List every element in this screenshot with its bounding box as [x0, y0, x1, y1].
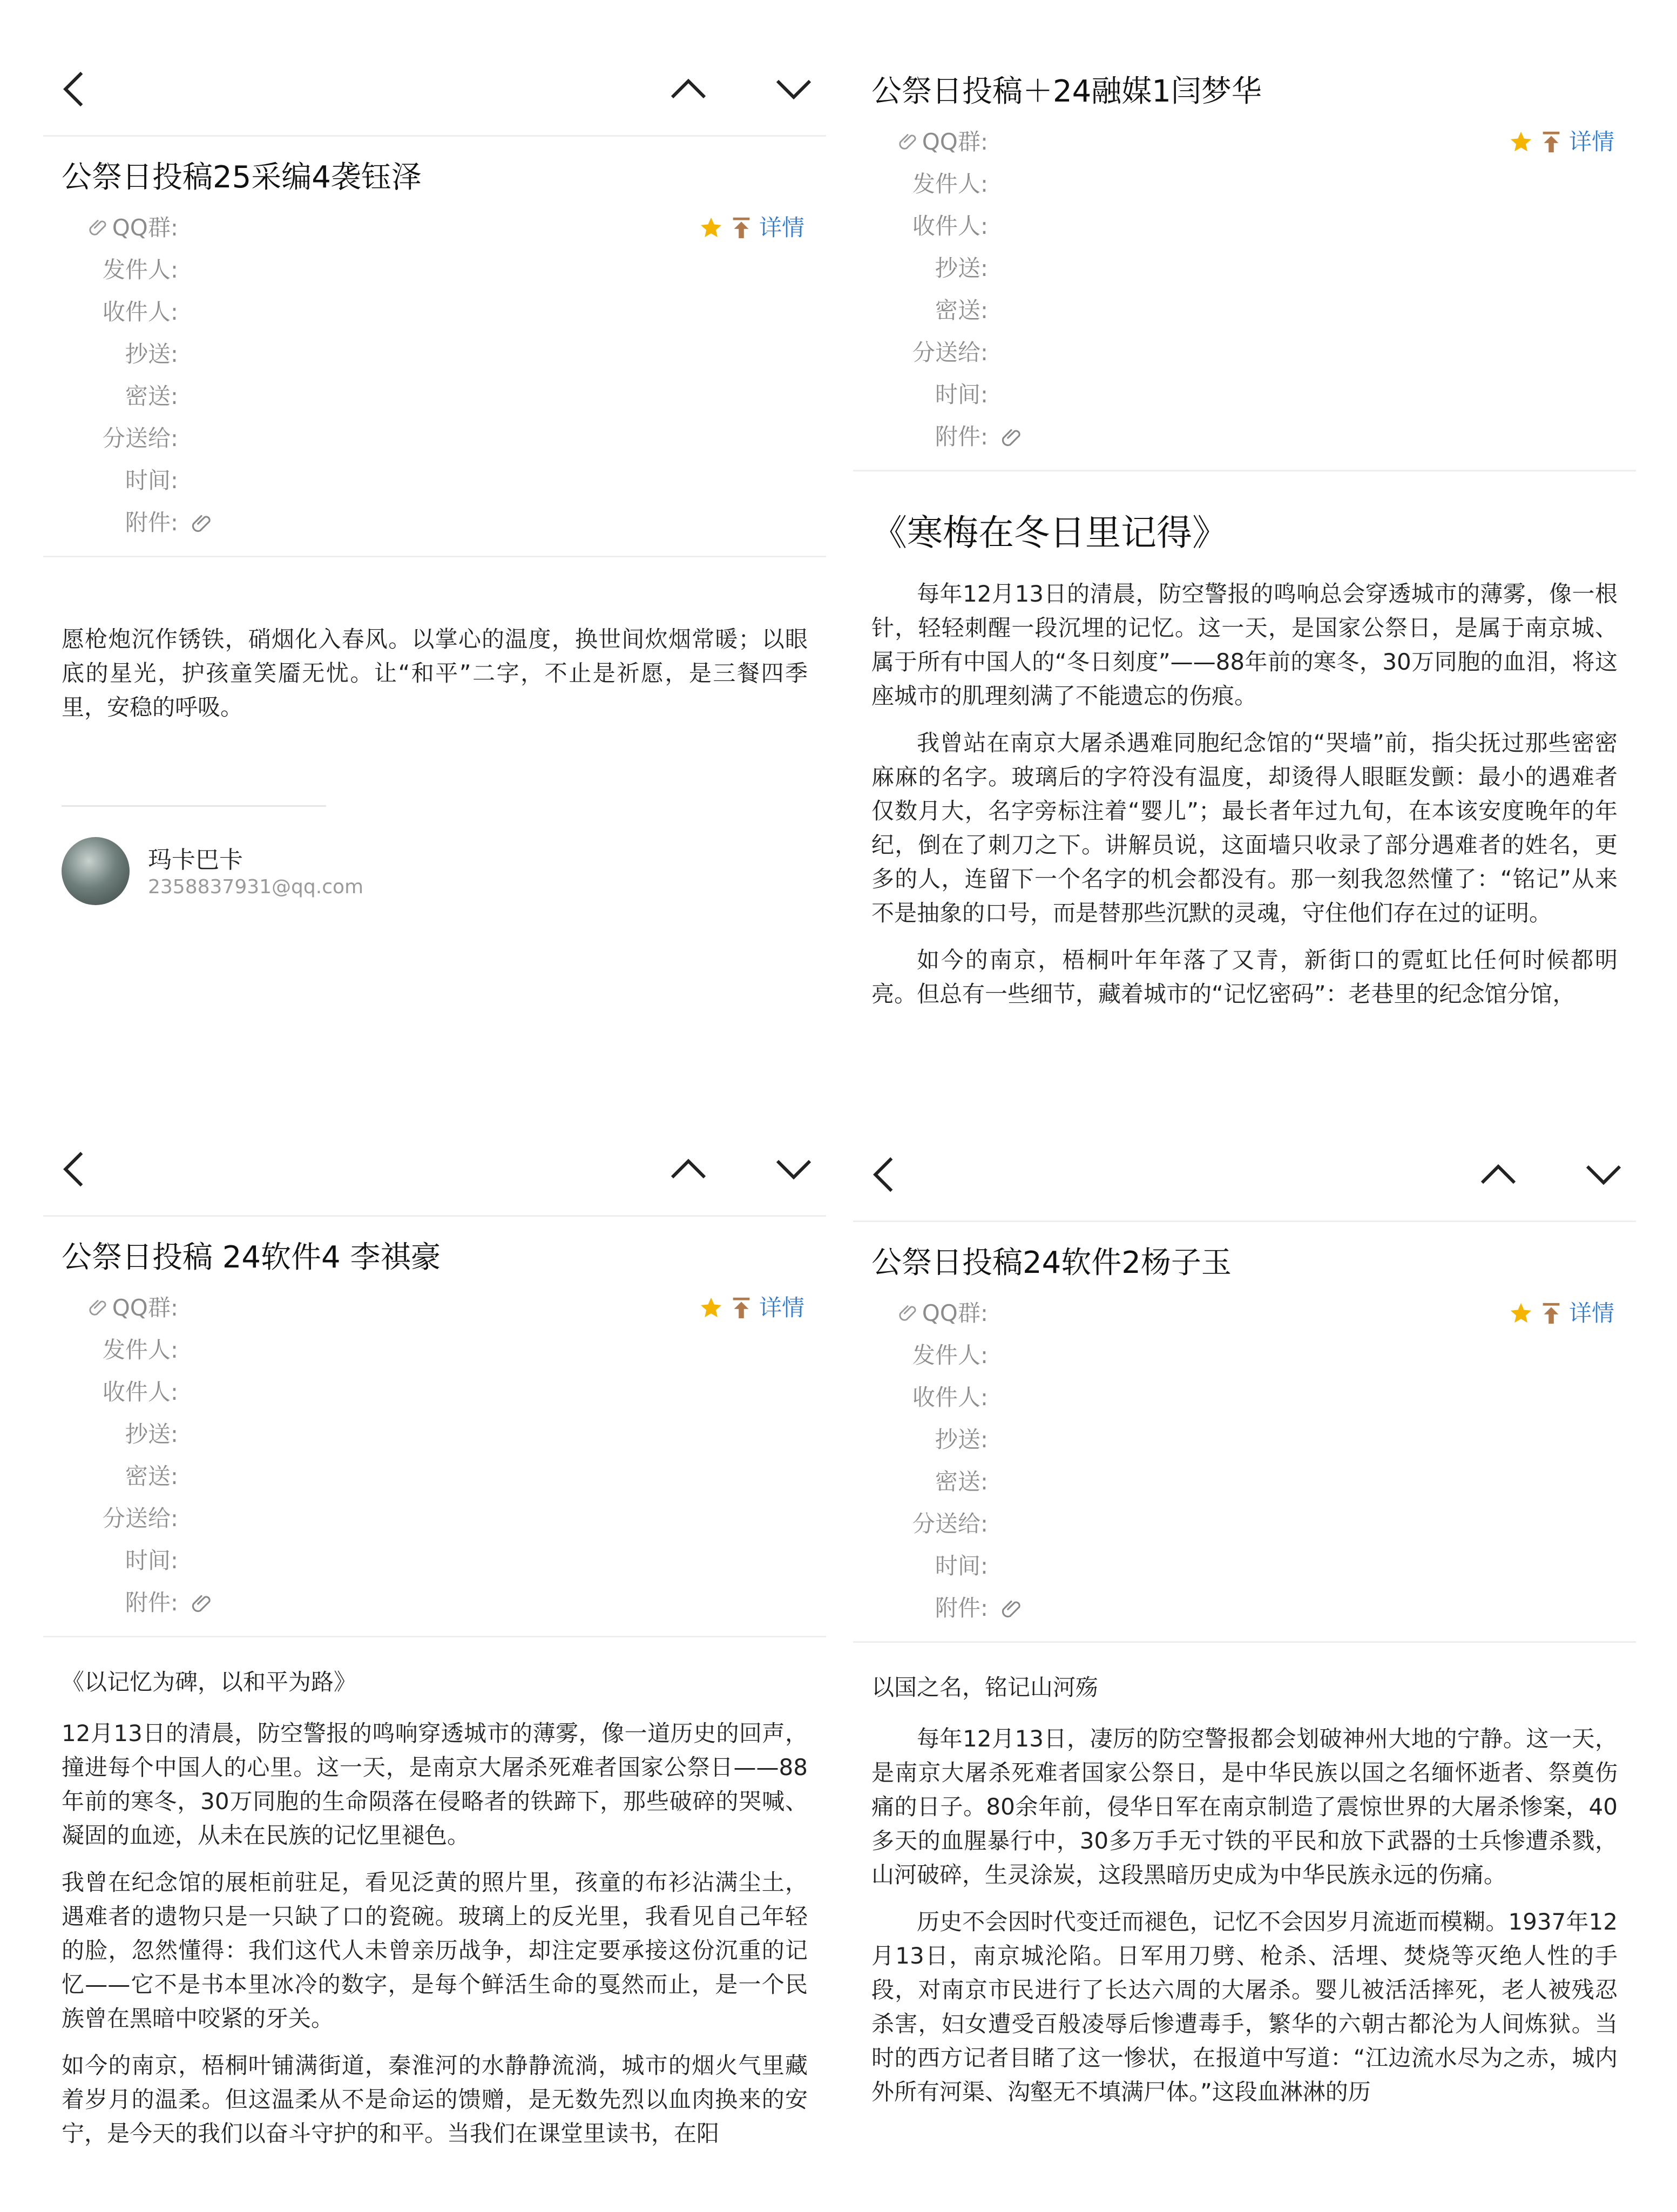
attachment-label: 附件: — [125, 1589, 178, 1616]
sender-label: 发件人: — [912, 1342, 988, 1368]
email-meta — [853, 1292, 1636, 1643]
back-arrow-icon[interactable] — [861, 1150, 910, 1199]
email-subject: 公祭日投稿25采编4袭钰泽 — [62, 160, 422, 195]
signature-email[interactable]: 2358837931@qq.com — [148, 876, 364, 898]
signature — [62, 837, 826, 907]
forward-label: 分送给: — [102, 1505, 178, 1532]
time-label: 时间: — [935, 381, 988, 408]
qq-label: QQ群: — [112, 1294, 178, 1321]
chevron-up-icon[interactable] — [664, 1145, 713, 1193]
essay-title: 以国之名，铭记山河殇 — [871, 1674, 1099, 1701]
avatar — [62, 837, 130, 905]
recipient-label: 收件人: — [102, 299, 178, 325]
attachment-clip-icon[interactable] — [189, 510, 216, 537]
cc-label: 抄送: — [125, 341, 178, 367]
cc-label: 抄送: — [125, 1421, 178, 1447]
attachment-clip-icon[interactable] — [999, 424, 1026, 451]
bcc-label: 密送: — [125, 1463, 178, 1489]
meta-actions — [699, 207, 804, 249]
qq-label: QQ群: — [112, 214, 178, 241]
attachment-label: 附件: — [935, 1595, 988, 1621]
recipient-label: 收件人: — [912, 213, 988, 239]
body-paragraph: 我曾在纪念馆的展柜前驻足，看见泛黄的照片里，孩童的布衫沾满尘土，遇难者的遗物只是一只缺了口的瓷碗。玻璃上的反光里，我看见自己年轻的脸，忽然懂得：我们这代人未曾亲历战争，却注定要承接这份沉重的记忆——它不是书本里冰冷的数字，是每个鲜活生命的戛然而止，是一个民族曾在黑暗中咬紧的牙关。 — [62, 1869, 808, 2032]
email-body — [62, 1716, 808, 2150]
chevron-down-icon[interactable] — [769, 65, 818, 113]
email-panel-bottom-left — [43, 1123, 826, 2171]
essay-title: 《寒梅在冬日里记得》 — [871, 512, 1228, 554]
meta-actions — [699, 1287, 804, 1329]
attachment-label: 附件: — [125, 509, 178, 536]
sender-label: 发件人: — [102, 257, 178, 283]
paperclip-icon — [86, 215, 111, 240]
body-paragraph: 12月13日的清晨，防空警报的鸣响穿透城市的薄雾，像一道历史的回声，撞进每个中国人的心里。这一天，是南京大屠杀死难者国家公祭日——88年前的寒冬，30万同胞的生命陨落在侵略者的铁蹄下，那些破碎的哭喊、凝固的血迹，从未在民族的记忆里褪色。 — [62, 1720, 808, 1849]
sender-label: 发件人: — [912, 171, 988, 197]
star-icon[interactable] — [699, 1296, 723, 1320]
email-panel-bottom-right — [853, 1129, 1636, 2171]
pin-top-icon[interactable] — [729, 1296, 754, 1320]
email-meta — [43, 207, 826, 557]
body-paragraph: 我曾站在南京大屠杀遇难同胞纪念馆的“哭墙”前，指尖抚过那些密密麻麻的名字。玻璃后的字符没有温度，却烫得人眼眶发颤：最小的遇难者仅数月大，名字旁标注着“婴儿”；最长者年过九旬，在本该安度晚年的年纪，倒在了刺刀之下。讲解员说，这面墙只收录了部分遇难者的姓名，更多的人，连留下一个名字的机会都没有。那一刻我忽然懂了：“铭记”从来不是抽象的口号，而是替那些沉默的灵魂，守住他们存在过的证明。 — [871, 730, 1618, 926]
body-paragraph: 如今的南京，梧桐叶年年落了又青，新街口的霓虹比任何时候都明亮。但总有一些细节，藏着城市的“记忆密码”：老巷里的纪念馆分馆， — [871, 947, 1618, 1007]
star-icon[interactable] — [699, 215, 723, 240]
paperclip-icon — [896, 130, 921, 154]
pin-top-icon[interactable] — [729, 215, 754, 240]
detail-link[interactable]: 详情 — [1568, 1300, 1614, 1326]
email-subject: 公祭日投稿 24软件4 李祺豪 — [62, 1240, 441, 1275]
attachment-clip-icon[interactable] — [999, 1596, 1026, 1623]
body-paragraph: 如今的南京，梧桐叶铺满街道，秦淮河的水静静流淌，城市的烟火气里藏着岁月的温柔。但这温柔从不是命运的馈赠，是无数先烈以血肉换来的安宁，是今天的我们以奋斗守护的和平。当我们在课堂里读书，在阳 — [62, 2052, 808, 2147]
sender-label: 发件人: — [102, 1337, 178, 1363]
detail-link[interactable]: 详情 — [759, 1294, 804, 1321]
email-subject: 公祭日投稿24软件2杨子玉 — [871, 1245, 1232, 1280]
forward-label: 分送给: — [102, 425, 178, 451]
email-panel-top-left — [43, 43, 826, 1075]
chevron-down-icon[interactable] — [769, 1145, 818, 1193]
essay-title: 《以记忆为碑，以和平为路》 — [62, 1669, 357, 1695]
bcc-label: 密送: — [935, 1468, 988, 1495]
signature-divider — [62, 805, 326, 807]
email-body — [62, 622, 808, 724]
body-paragraph: 愿枪炮沉作锈铁，硝烟化入春风。以掌心的温度，换世间炊烟常暖；以眼底的星光，护孩童笑靥无忧。让“和平”二字，不止是祈愿，是三餐四季里，安稳的呼吸。 — [62, 626, 808, 720]
pin-top-icon[interactable] — [1539, 1301, 1564, 1326]
recipient-label: 收件人: — [102, 1379, 178, 1405]
recipient-label: 收件人: — [912, 1384, 988, 1411]
back-arrow-icon[interactable] — [51, 65, 100, 113]
signature-name: 玛卡巴卡 — [148, 846, 243, 874]
bcc-label: 密送: — [935, 297, 988, 323]
time-label: 时间: — [125, 1547, 178, 1574]
email-body — [871, 577, 1618, 1011]
qq-label: QQ群: — [922, 1300, 988, 1326]
time-label: 时间: — [125, 467, 178, 494]
body-paragraph: 每年12月13日的清晨，防空警报的鸣响总会穿透城市的薄雾，像一根针，轻轻刺醒一段沉埋的记忆。这一天，是国家公祭日，是属于南京城、属于所有中国人的“冬日刻度”——88年前的寒冬，30万同胞的血泪，将这座城市的肌理刻满了不能遗忘的伤痕。 — [871, 581, 1618, 709]
body-paragraph: 历史不会因时代变迁而褪色，记忆不会因岁月流逝而模糊。1937年12月13日，南京城沦陷。日军用刀劈、枪杀、活埋、焚烧等灭绝人性的手段，对南京市民进行了长达六周的大屠杀。婴儿被活活摔死，老人被残忍杀害，妇女遭受百般凌辱后惨遭毒手，繁华的六朝古都沦为人间炼狱。当时的西方记者目睹了这一惨状，在报道中写道：“江边流水尽为之赤，城内外所有河渠、沟壑无不填满尸体。”这段血淋淋的历 — [871, 1908, 1618, 2105]
forward-label: 分送给: — [912, 339, 988, 366]
bcc-label: 密送: — [125, 383, 178, 409]
paperclip-icon — [86, 1296, 111, 1320]
star-icon[interactable] — [1509, 130, 1533, 154]
paperclip-icon — [896, 1301, 921, 1326]
detail-link[interactable]: 详情 — [759, 214, 804, 241]
email-subject: 公祭日投稿＋24融媒1闫梦华 — [871, 74, 1262, 109]
chevron-up-icon[interactable] — [1474, 1150, 1523, 1199]
star-icon[interactable] — [1509, 1301, 1533, 1326]
back-arrow-icon[interactable] — [51, 1145, 100, 1193]
chevron-down-icon[interactable] — [1579, 1150, 1628, 1199]
attachment-clip-icon[interactable] — [189, 1590, 216, 1617]
email-meta — [853, 121, 1636, 471]
attachment-label: 附件: — [935, 423, 988, 450]
email-meta — [43, 1287, 826, 1637]
body-paragraph: 每年12月13日，凄厉的防空警报都会划破神州大地的宁静。这一天，是南京大屠杀死难者国家公祭日，是中华民族以国之名缅怀逝者、祭奠伤痛的日子。80余年前，侵华日军在南京制造了震惊世界的大屠杀惨案，40多天的血腥暴行中，30多万手无寸铁的平民和放下武器的士兵惨遭杀戮，山河破碎，生灵涂炭，这段黑暗历史成为中华民族永远的伤痛。 — [871, 1725, 1618, 1888]
email-body — [871, 1722, 1618, 2109]
cc-label: 抄送: — [935, 255, 988, 281]
meta-qq-row — [43, 207, 826, 249]
email-panel-top-right — [853, 49, 1636, 1096]
detail-link[interactable]: 详情 — [1568, 129, 1614, 155]
top-bar — [43, 43, 826, 137]
cc-label: 抄送: — [935, 1426, 988, 1453]
forward-label: 分送给: — [912, 1510, 988, 1537]
qq-label: QQ群: — [922, 129, 988, 155]
chevron-up-icon[interactable] — [664, 65, 713, 113]
meta-actions — [1509, 1292, 1614, 1334]
pin-top-icon[interactable] — [1539, 130, 1564, 154]
top-bar — [43, 1123, 826, 1217]
top-bar — [853, 1129, 1636, 1222]
meta-actions — [1509, 121, 1614, 163]
time-label: 时间: — [935, 1553, 988, 1579]
